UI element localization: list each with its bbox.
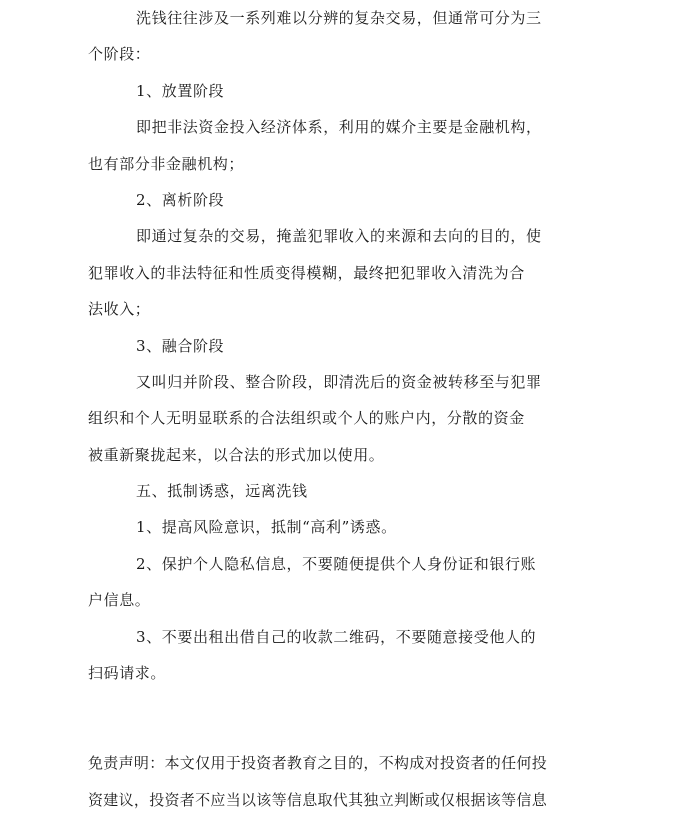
stage1-heading: 1、放置阶段 (136, 81, 225, 100)
stage3-line-1: 又叫归并阶段、整合阶段，即清洗后的资金被转移至与犯罪 (136, 372, 542, 391)
stage2-heading: 2、离析阶段 (136, 190, 225, 209)
paragraph-gap (88, 691, 588, 745)
stage2-line-1: 即通过复杂的交易，掩盖犯罪收入的来源和去向的目的，使 (136, 227, 542, 246)
section5-item-1: 1、提高风险意识，抵制“高利”诱惑。 (136, 518, 397, 537)
stage3-line-2: 组织和个人无明显联系的合法组织或个人的账户内，分散的资金 (88, 409, 525, 428)
disclaimer-line-1: 免责声明：本文仅用于投资者教育之目的，不构成对投资者的任何投 (88, 754, 548, 773)
section5-item-3-line-2: 扫码请求。 (88, 664, 167, 683)
stage1-line-2: 也有部分非金融机构； (88, 154, 245, 173)
stage2-line-2: 犯罪收入的非法特征和性质变得模糊，最终把犯罪收入清洗为合 (88, 263, 525, 282)
intro-line-2: 个阶段： (88, 45, 151, 64)
section5-item-3-line-1: 3、不要出租出借自己的收款二维码，不要随意接受他人的 (136, 627, 537, 646)
stage1-line-1: 即把非法资金投入经济体系，利用的媒介主要是金融机构， (136, 118, 542, 137)
section5-heading: 五、抵制诱惑，远离洗钱 (136, 482, 308, 501)
stage3-heading: 3、融合阶段 (136, 336, 225, 355)
section5-item-2-line-1: 2、保护个人隐私信息，不要随便提供个人身份证和银行账 (136, 554, 537, 573)
stage2-line-3: 法收入； (88, 300, 151, 319)
intro-line-1: 洗钱往往涉及一系列难以分辨的复杂交易，但通常可分为三 (136, 9, 542, 27)
stage3-line-3: 被重新聚拢起来，以合法的形式加以使用。 (88, 445, 385, 464)
section5-item-2-line-2: 户信息。 (88, 591, 151, 610)
document-body (88, 0, 588, 818)
disclaimer-line-2: 资建议，投资者不应当以该等信息取代其独立判断或仅根据该等信息 (88, 790, 548, 809)
